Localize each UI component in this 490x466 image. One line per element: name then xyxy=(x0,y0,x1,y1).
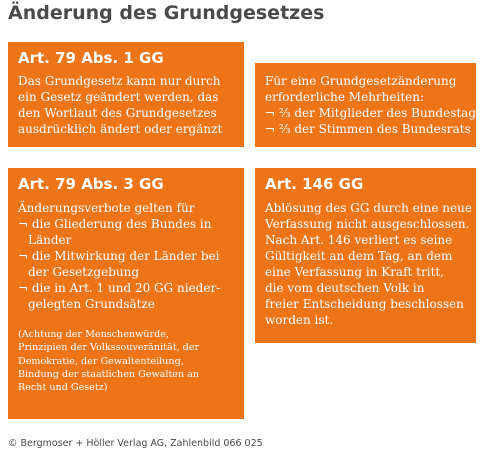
list-item: ¬ die Mitwirkung der Länder bei xyxy=(18,249,220,263)
text-line: Nach Art. 146 verliert es seine xyxy=(265,233,453,247)
text-line: ausdrücklich ändert oder ergänzt xyxy=(18,122,223,136)
text-line: ein Gesetz geändert werden, das xyxy=(18,90,219,104)
box-body xyxy=(265,73,483,137)
box-body xyxy=(18,73,234,137)
note-line: (Achtung der Menschenwürde, xyxy=(18,329,169,340)
text-line: Für eine Grundgesetzänderung xyxy=(265,74,457,88)
text-line: eine Verfassung in Kraft tritt, xyxy=(265,265,445,279)
text-line: freier Entscheidung beschlossen xyxy=(265,297,464,311)
box-art146 xyxy=(255,168,476,343)
text-line: Gültigkeit an dem Tag, an dem xyxy=(265,249,453,263)
text-line: die vom deutschen Volk in xyxy=(265,281,425,295)
list-item: ¬ die Gliederung des Bundes in xyxy=(18,217,212,231)
text-line: erforderliche Mehrheiten: xyxy=(265,90,425,104)
box-art79-abs3 xyxy=(8,168,244,419)
note-line: Prinzipien der Volkssouveränität, der xyxy=(18,342,200,354)
box-body xyxy=(18,200,234,312)
box-required-majorities xyxy=(255,63,483,147)
note-line: Bindung der staatlichen Gewalten an xyxy=(18,368,200,380)
note-line: Recht und Gesetz) xyxy=(18,382,108,394)
list-item-continuation: der Gesetzgebung xyxy=(28,265,140,279)
box-art79-abs1 xyxy=(8,42,244,147)
source-credit: © Bergmoser + Höller Verlag AG, Zahlenbild 066 025 xyxy=(8,438,263,449)
list-item: ¬ die in Art. 1 und 20 GG nieder- xyxy=(18,281,221,295)
box-heading: Art. 146 GG xyxy=(265,175,364,193)
text-line: Ablösung des GG durch eine neue xyxy=(265,201,472,215)
text-line: Das Grundgesetz kann nur durch xyxy=(18,74,221,88)
list-item-continuation: gelegten Grundsätze xyxy=(28,297,155,311)
list-item-continuation: Länder xyxy=(28,233,72,247)
list-item: ¬ ⅔ der Stimmen des Bundesrats xyxy=(265,122,471,136)
box-body xyxy=(265,200,472,328)
box-note xyxy=(18,328,234,394)
box-heading: Art. 79 Abs. 1 GG xyxy=(18,49,164,67)
text-line: Verfassung nicht ausgeschlossen. xyxy=(265,217,470,231)
text-line: den Wortlaut des Grundgesetzes xyxy=(18,106,217,120)
page-title: Änderung des Grundgesetzes xyxy=(8,2,325,24)
list-item: ¬ ⅔ der Mitglieder des Bundestags xyxy=(265,106,483,120)
text-line: worden ist. xyxy=(265,313,334,327)
text-line: Änderungsverbote gelten für xyxy=(18,201,195,215)
box-heading: Art. 79 Abs. 3 GG xyxy=(18,175,164,193)
note-line: Demokratie, der Gewaltenteilung, xyxy=(18,355,184,367)
